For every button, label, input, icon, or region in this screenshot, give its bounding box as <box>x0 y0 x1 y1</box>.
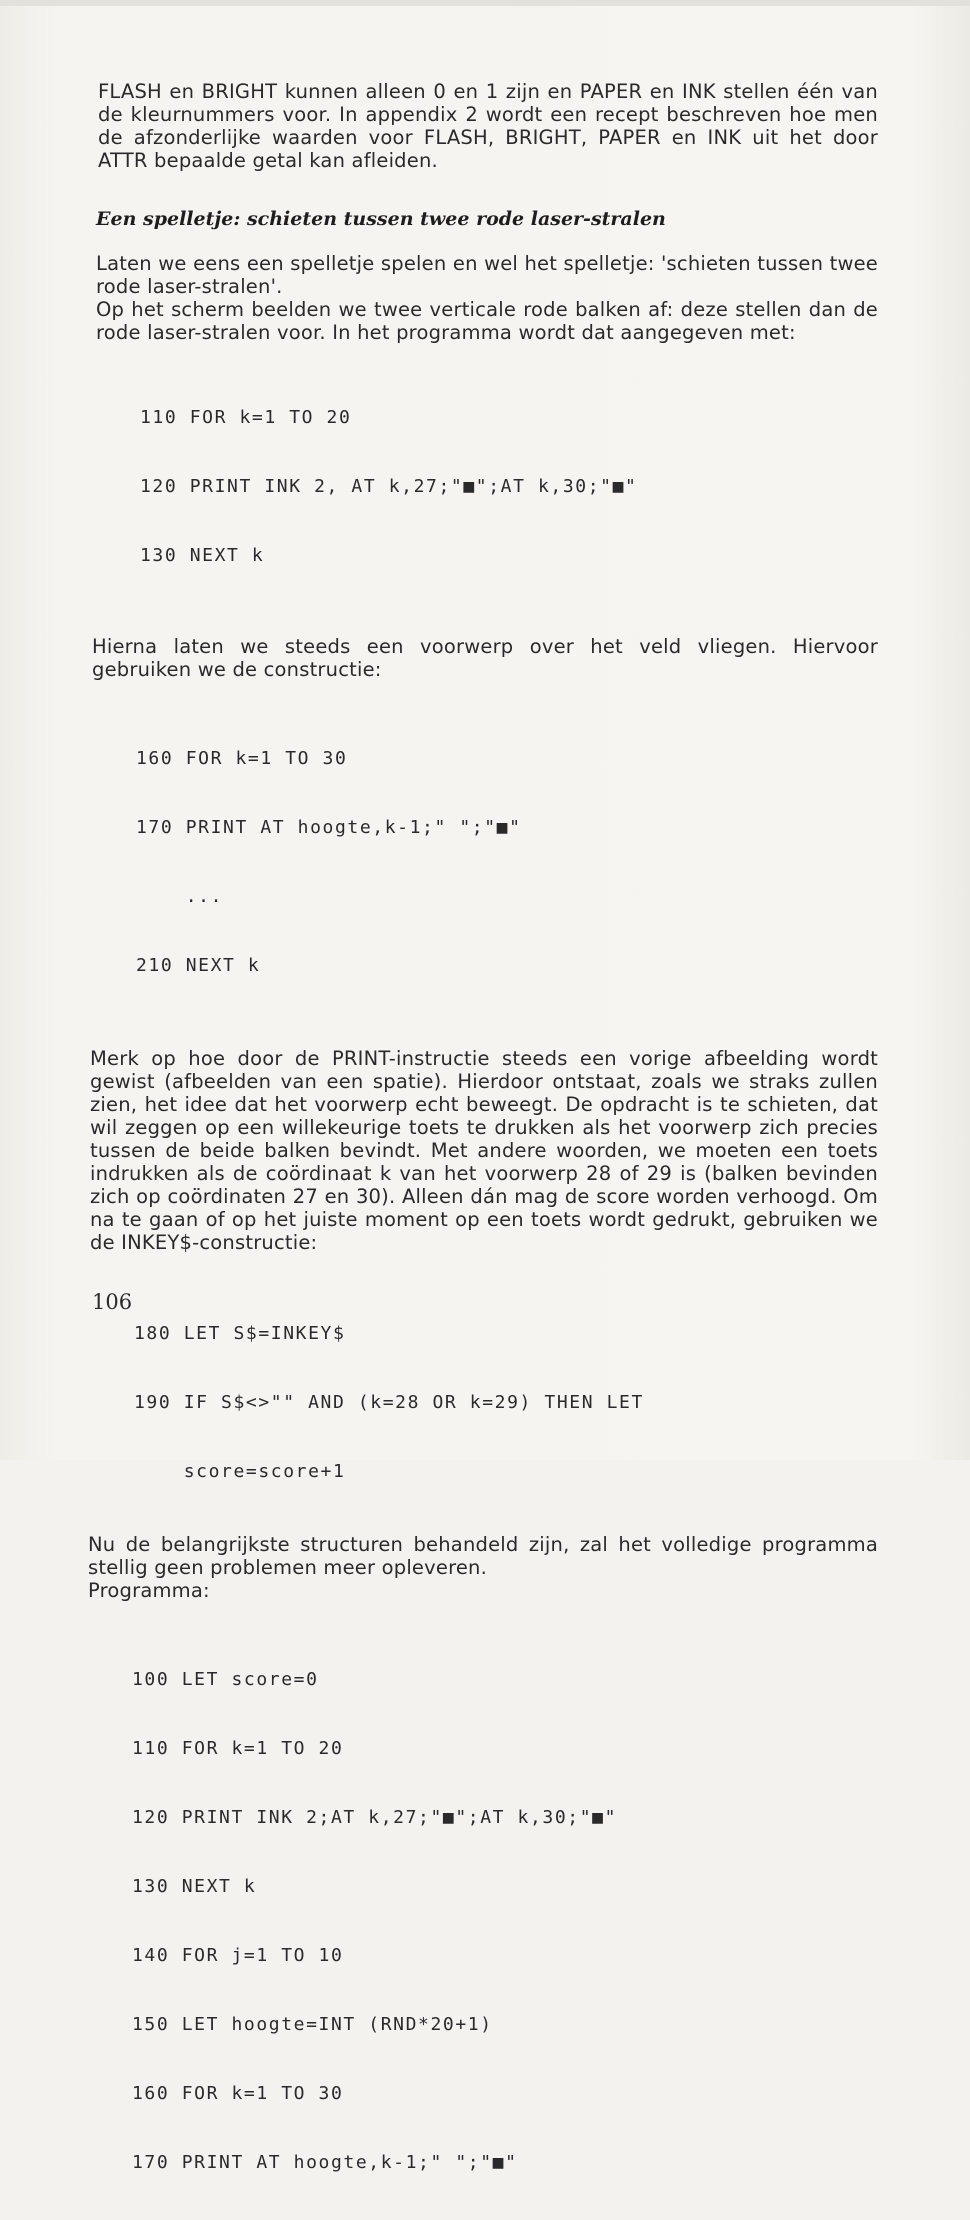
code-line: 190 IF S$<>"" AND (k=28 OR k=29) THEN LET <box>134 1392 644 1413</box>
paragraph-object-fly: Hierna laten we steeds een voorwerp over het veld vliegen. Hiervoor gebruiken we de constructie: <box>92 635 878 681</box>
code-line: 210 NEXT k <box>136 955 261 976</box>
section-heading: Een spelletje: schieten tussen twee rode laser-stralen <box>96 208 666 230</box>
paragraph-program-label: Programma: <box>88 1579 210 1602</box>
page-top-edge <box>0 0 970 6</box>
paragraph-flash-bright: FLASH en BRIGHT kunnen alleen 0 en 1 zijn en PAPER en INK stellen één van de kleurnummers voor. In appendix 2 wordt een recept beschreven hoe men de afzonderlijke waarden voor FLASH, BRIGHT, PAPER en INK uit het door ATTR bepaalde getal kan afleiden. <box>98 80 878 172</box>
paragraph-print-explanation: Merk op hoe door de PRINT-instructie steeds een vorige afbeelding wordt gewist (afbeelden van een spatie). Hierdoor ontstaat, zoals we straks zullen zien, het idee dat het voorwerp echt beweegt. De opdracht is te schieten, dat wil zeggen op een willekeurige toets te drukken als het voorwerp zich precies tussen de beide balken bevindt. Met andere woorden, we moeten een toets indrukken als de coördinaat k van het voorwerp 28 of 29 is (balken bevinden zich op coördinaten 27 en 30). Alleen dán mag de score worden verhoogd. Om na te gaan of op het juiste moment op een toets wordt gedrukt, gebruiken we de INKEY$-constructie: <box>90 1047 878 1254</box>
code-line: 110 FOR k=1 TO 20 <box>140 407 352 428</box>
code-line: ... <box>136 886 224 907</box>
code-line: 180 LET S$=INKEY$ <box>134 1323 346 1344</box>
code-line: 160 FOR k=1 TO 30 <box>136 748 348 769</box>
code-line: 130 NEXT k <box>132 1876 257 1897</box>
code-line: 140 FOR j=1 TO 10 <box>132 1945 344 1966</box>
code-line: 130 NEXT k <box>140 545 265 566</box>
code-block-program <box>132 1622 878 2220</box>
paragraph-intro-game: Laten we eens een spelletje spelen en wel het spelletje: 'schieten tussen twee rode laser-stralen'. <box>96 252 878 298</box>
paragraph-structures: Nu de belangrijkste structuren behandeld zijn, zal het volledige programma stellig geen problemen meer opleveren. <box>88 1533 878 1579</box>
code-line: 170 PRINT AT hoogte,k-1;" ";"■" <box>132 2152 518 2173</box>
code-block-inkey <box>134 1276 878 1529</box>
code-line: score=score+1 <box>134 1461 346 1482</box>
code-line: 120 PRINT INK 2;AT k,27;"■";AT k,30;"■" <box>132 1807 618 1828</box>
code-line: 100 LET score=0 <box>132 1669 319 1690</box>
code-block-bars <box>140 360 878 613</box>
code-line: 150 LET hoogte=INT (RND*20+1) <box>132 2014 493 2035</box>
code-block-object <box>136 701 878 1023</box>
page-number: 106 <box>92 1290 133 1314</box>
paragraph-laser-bars: Op het scherm beelden we twee verticale rode balken af: deze stellen dan de rode laser-stralen voor. In het programma wordt dat aangegeven met: <box>96 298 878 344</box>
code-line: 160 FOR k=1 TO 30 <box>132 2083 344 2104</box>
code-line: 110 FOR k=1 TO 20 <box>132 1738 344 1759</box>
page-content <box>88 80 878 2220</box>
code-line: 170 PRINT AT hoogte,k-1;" ";"■" <box>136 817 522 838</box>
code-line: 120 PRINT INK 2, AT k,27;"■";AT k,30;"■" <box>140 476 638 497</box>
